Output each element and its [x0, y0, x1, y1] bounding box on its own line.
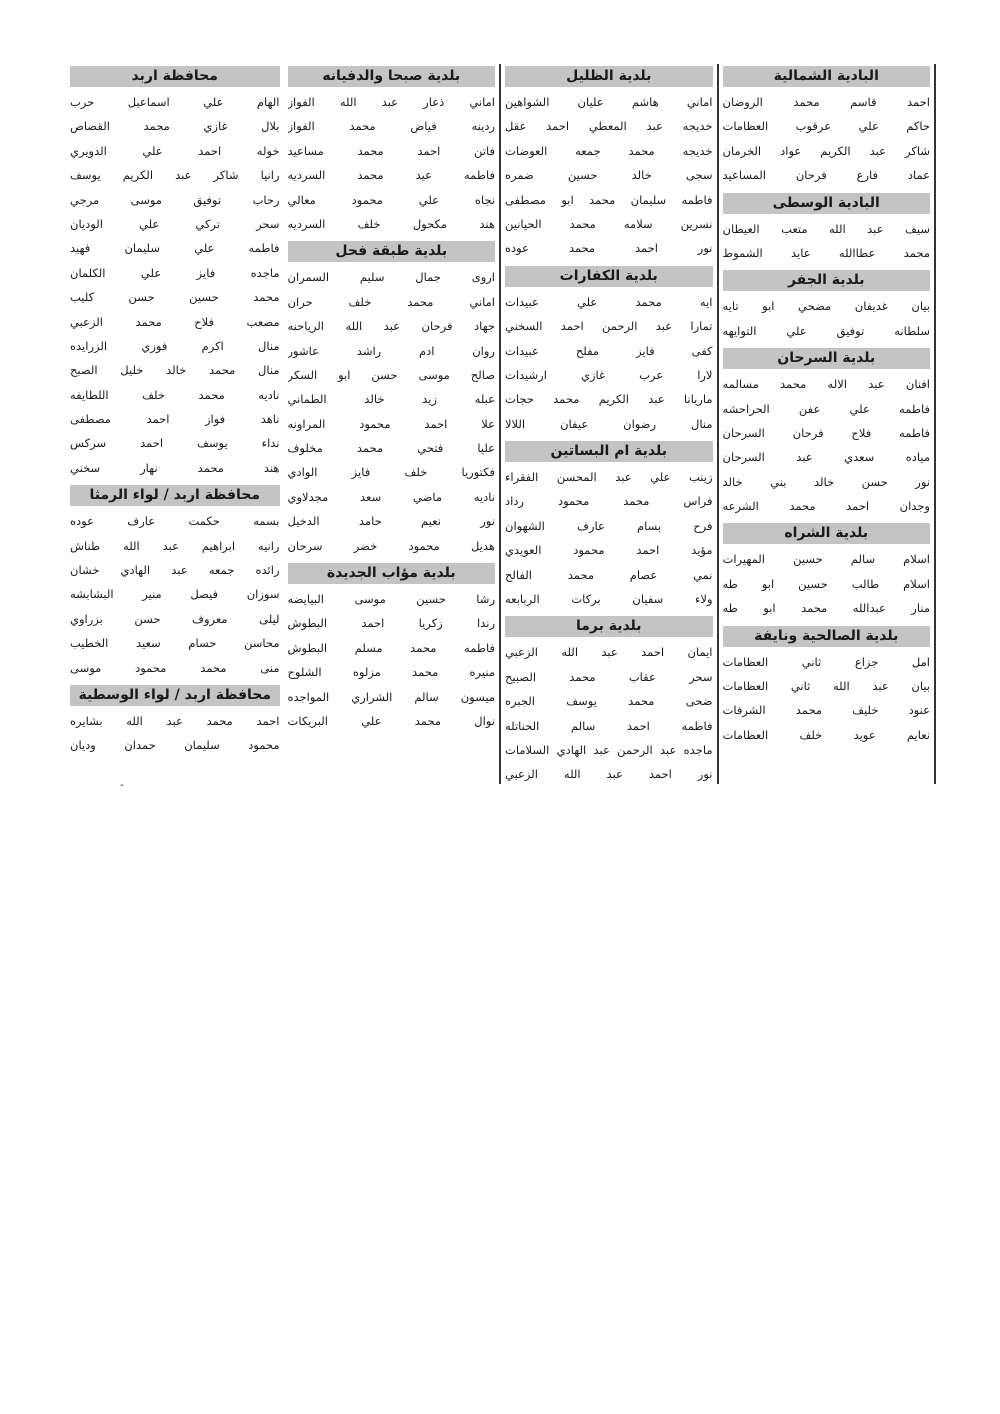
name-row: سوزان فيصل منير البشابشه	[70, 587, 280, 602]
name-row: ليلى معروف حسن بزراوي	[70, 611, 280, 626]
section-heading: بلدية برما	[505, 616, 713, 637]
name-row: منى محمد محمود موسى	[70, 660, 280, 675]
section-heading: بلدية الصالحية ونايفة	[723, 626, 931, 647]
name-row: عنود خليف محمد الشرفات	[722, 703, 930, 718]
name-row: سجى خالد حسين ضمره	[505, 168, 713, 183]
name-row: فراس محمد محمود رداد	[505, 494, 713, 509]
name-row: امل جزاع ثاني العظامات	[722, 654, 930, 669]
section-gap	[723, 621, 931, 624]
name-row: فاطمه سليمان محمد ابو مصطفى	[505, 192, 713, 207]
name-row: سحر عقاب محمد الصبيح	[505, 669, 713, 684]
name-row: نجاه علي محمود معالي	[287, 192, 495, 207]
name-row: فاطمه احمد سالم الحناتله	[505, 718, 713, 733]
name-row: فاطمه محمد مسلم البطوش	[287, 640, 495, 655]
section-heading: بلدية ام البساتين	[505, 441, 713, 462]
section-heading: محافظة اربد / لواء الوسطية	[70, 685, 280, 706]
name-row: ايمان احمد عبد الله الزعبي	[505, 645, 713, 660]
name-row: جهاد فرحان عبد الله الرياحنه	[287, 319, 495, 334]
name-row: مؤيد احمد محمود العويدي	[505, 543, 713, 558]
name-row: نسرين سلامه محمد الحيانين	[505, 216, 713, 231]
section-heading: بلدية الظليل	[505, 66, 713, 87]
section-heading: محافظة اربد / لواء الرمثا	[70, 485, 280, 506]
name-row: مصعب فلاح محمد الزعبي	[70, 314, 280, 329]
section-gap	[505, 261, 713, 264]
name-row: نعايم عويد خلف العظامات	[722, 727, 930, 742]
name-row: علا احمد محمود المراونه	[287, 416, 495, 431]
name-row: خوله احمد علي الدويري	[70, 143, 280, 158]
name-row: ردينه فياض محمد الفواز	[287, 119, 495, 134]
name-row: الهام علي اسماعيل حرب	[70, 95, 280, 109]
name-row: خديجه عبد المعطي احمد عقل	[505, 119, 713, 134]
name-row: نور حسن خالد بني خالد	[722, 474, 930, 489]
name-row: كفى فايز مفلح عبيدات	[505, 343, 713, 358]
name-row: ماجده فايز علي الكلمان	[70, 265, 280, 280]
name-row: ماجده عبد الرحمن عبد الهادي السلامات	[505, 742, 713, 757]
name-row: اسلام طالب حسين ابو طه	[722, 576, 930, 591]
name-row: بلال غازي محمد القصاص	[70, 119, 280, 134]
name-row: محمد حسين حسن كليب	[70, 290, 280, 305]
name-row: نور احمد محمد عوده	[505, 241, 713, 256]
section-gap	[70, 680, 280, 683]
name-row: نوال محمد علي البريكات	[287, 713, 495, 728]
column	[284, 64, 502, 784]
section-heading: بلدية مؤاب الجديدة	[288, 563, 496, 584]
section-heading: بلدية الكفارات	[505, 266, 713, 287]
section-gap	[288, 558, 496, 561]
name-row: ناديه محمد خلف اللطايفه	[70, 387, 280, 402]
name-row: ناديه ماضي سعد مجدلاوي	[287, 489, 495, 504]
name-row: ايه محمد علي عبيدات	[505, 294, 713, 309]
name-row: فاطمه علي عفن الحراحشه	[722, 401, 930, 416]
name-columns	[66, 64, 936, 784]
name-row: هند محمد نهار سخني	[70, 460, 280, 475]
name-row: ضحى محمد يوسف الجبره	[505, 694, 713, 709]
name-row: هديل محمود خضر سرحان	[287, 538, 495, 553]
name-row: تمارا عبد الرحمن احمد السخني	[505, 319, 713, 334]
name-row: نمي عصام محمد الفالح	[505, 567, 713, 582]
section-gap	[505, 611, 713, 614]
section-gap	[723, 518, 931, 521]
name-row: فاطمه علي سليمان فهيد	[70, 241, 280, 256]
name-row: فاتن احمد محمد مساعيد	[287, 143, 495, 158]
section-heading: البادية الشمالية	[723, 66, 931, 87]
name-row: اماني ذعار عبد الله الفواز	[287, 95, 495, 109]
name-row: رائده جمعه عبد الهادي خشان	[70, 563, 280, 578]
name-row: ماريانا عبد الكريم محمد حجات	[505, 392, 713, 407]
name-row: ناهد فواز احمد مصطفى	[70, 412, 280, 427]
name-row: فاطمه فلاح فرحان السرحان	[722, 425, 930, 440]
name-row: لارا عرب غازي ارشيدات	[505, 367, 713, 382]
section-gap	[505, 436, 713, 439]
section-gap	[723, 343, 931, 346]
name-row: منار عبدالله محمد ابو طه	[722, 601, 930, 616]
name-row: فاطمه عيد محمد السرديه	[287, 168, 495, 183]
name-row: صالح موسى حسن ابو السكر	[287, 367, 495, 382]
name-row: رانيا شاكر عبد الكريم يوسف	[70, 168, 280, 183]
name-row: خديجه محمد جمعه العوضات	[505, 143, 713, 158]
name-row: محمد عطاالله عايد الشموط	[722, 245, 930, 260]
name-row: عليا فتحي محمد مخلوف	[287, 441, 495, 456]
name-row: روان ادم راشد عاشور	[287, 343, 495, 358]
section-heading: بلدية الجفر	[723, 270, 931, 291]
name-row: سيف عبد الله متعب العيطان	[722, 221, 930, 236]
section-gap	[723, 265, 931, 268]
name-row: حاكم علي عرقوب العظامات	[722, 119, 930, 134]
name-row: عبله زيد خالد الطماني	[287, 392, 495, 407]
name-row: رندا زكريا احمد البطوش	[287, 616, 495, 631]
name-row: فكتوريا خلف فايز الوادي	[287, 465, 495, 480]
name-row: فرح بسام عارف الشهوان	[505, 518, 713, 533]
section-heading: بلدية السرحان	[723, 348, 931, 369]
name-row: ولاء سفيان بركات الربابعه	[505, 592, 713, 607]
section-gap	[723, 188, 931, 191]
page-mark: -	[120, 780, 124, 791]
name-row: منال اكرم فوزي الزرايده	[70, 338, 280, 353]
name-row: نور احمد عبد الله الزعبي	[505, 767, 713, 782]
column	[719, 64, 937, 784]
name-row: مياده سعدي عبد السرحان	[722, 450, 930, 465]
name-row: هند مكحول خلف السرديه	[287, 216, 495, 231]
name-row: افنان عبد الاله محمد مسالمه	[722, 377, 930, 392]
name-row: رانيه ابراهيم عبد الله طناش	[70, 538, 280, 553]
name-row: بسمه حكمت عارف عوده	[70, 514, 280, 529]
name-row: سلطانه توفيق علي التوايهه	[722, 323, 930, 338]
section-heading: محافظة اربد	[70, 66, 280, 87]
section-gap	[288, 236, 496, 239]
name-row: محاسن حسام سعيد الخطيب	[70, 636, 280, 651]
name-row: زينب علي عبد المحسن الفقراء	[505, 470, 713, 485]
section-gap	[70, 480, 280, 483]
section-heading: بلدية صبحا والدفيانه	[288, 66, 496, 87]
name-row: منيره محمد مزلوه الشلوح	[287, 665, 495, 680]
name-row: محمود سليمان حمدان وديان	[70, 738, 280, 753]
name-row: بيان عبد الله ثاني العظامات	[722, 679, 930, 694]
section-heading: بلدية الشراه	[723, 523, 931, 544]
name-row: اماني هاشم عليان الشواهين	[505, 95, 713, 109]
name-row: عماد فارع فرحان المساعيد	[722, 168, 930, 183]
name-row: ميسون سالم الشراري المواجده	[287, 689, 495, 704]
name-row: اروى جمال سليم السمران	[287, 270, 495, 285]
name-row: احمد قاسم محمد الروضان	[722, 95, 930, 109]
name-row: نداء يوسف احمد سركس	[70, 436, 280, 451]
name-row: منال رضوان عيفان اللالا	[505, 416, 713, 431]
name-row: اماني محمد خلف حران	[287, 294, 495, 309]
name-row: بيان غديفان مضحي ابو تايه	[722, 299, 930, 314]
column	[501, 64, 719, 784]
name-row: نور نعيم حامد الدخيل	[287, 514, 495, 529]
name-row: رشا حسين موسى البيايضه	[287, 592, 495, 607]
name-row: وجدان احمد محمد الشرعه	[722, 499, 930, 514]
name-row: اسلام سالم حسين المهيرات	[722, 552, 930, 567]
name-row: منال محمد خالد خليل الصبح	[70, 363, 280, 378]
section-heading: بلدية طبقة فحل	[288, 241, 496, 262]
section-heading: البادية الوسطى	[723, 193, 931, 214]
name-row: احمد محمد عبد الله بشايره	[70, 713, 280, 728]
name-row: رحاب توفيق موسى مرجي	[70, 192, 280, 207]
column	[66, 64, 284, 784]
name-row: سحر تركي علي الوديان	[70, 216, 280, 231]
name-row: شاكر عبد الكريم عواد الخرمان	[722, 143, 930, 158]
